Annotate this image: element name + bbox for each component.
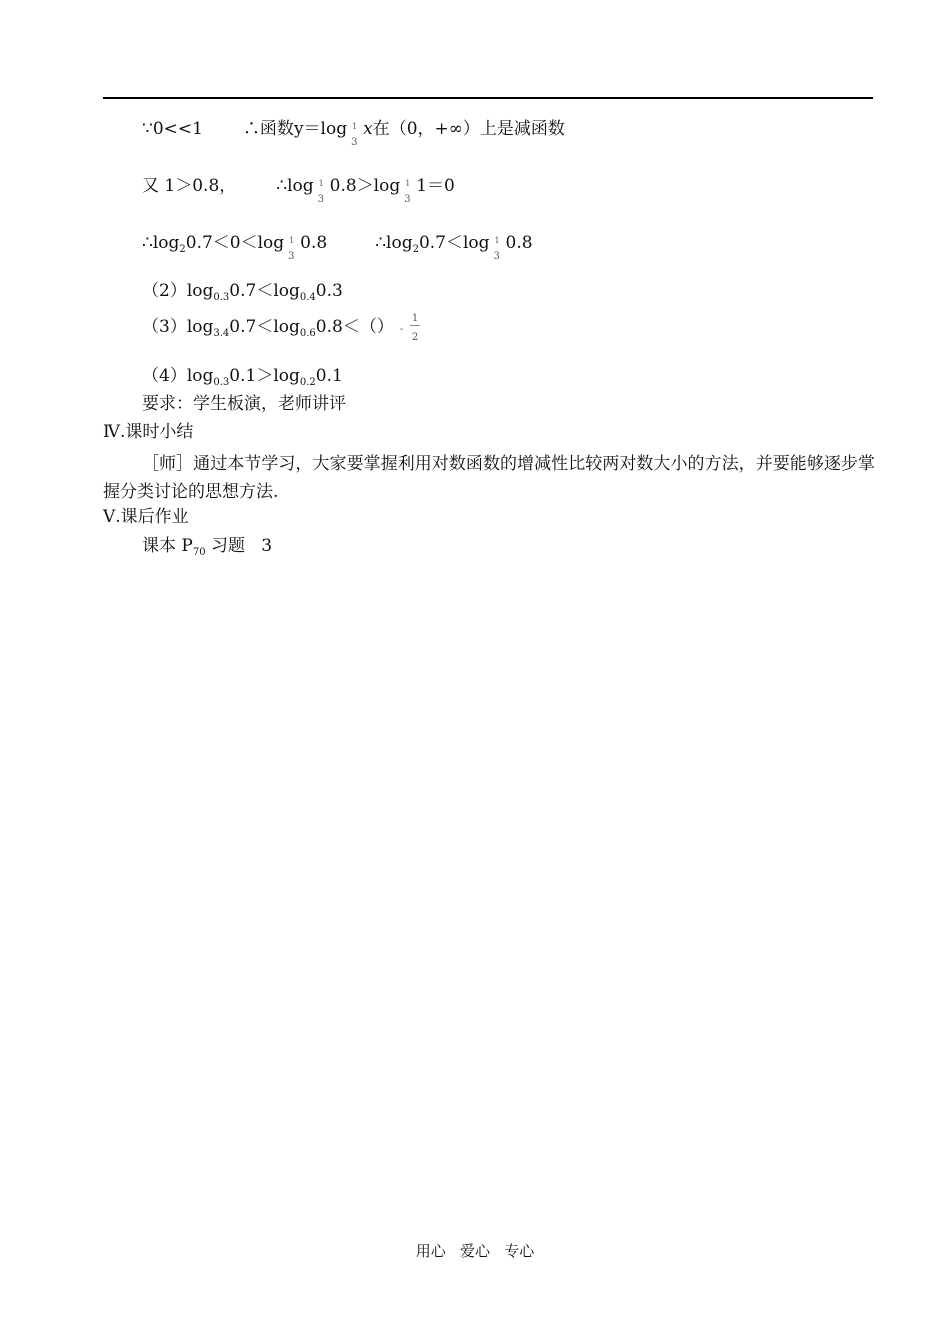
homework-line bbox=[142, 535, 272, 560]
log-base: 0.4 bbox=[299, 292, 316, 303]
log-base-one-third: 1 3 bbox=[493, 236, 500, 262]
comparison-start: 又 1＞0.8， bbox=[142, 176, 237, 196]
item-label: （3）log bbox=[142, 317, 214, 337]
section-4-title: Ⅳ.课时小结 bbox=[103, 422, 194, 442]
reasoning-line-2 bbox=[142, 175, 455, 205]
variable-x: x bbox=[363, 119, 373, 139]
item-label: （4）log bbox=[142, 366, 214, 386]
negative-one-half-exponent: - 1 2 bbox=[399, 313, 419, 343]
decreasing-text: 在（0，+∞）上是减函数 bbox=[372, 119, 565, 139]
reasoning-line-3 bbox=[142, 232, 533, 262]
item-label: （2）log bbox=[142, 281, 214, 301]
homework-prefix: 课本 P bbox=[142, 536, 193, 556]
value-text: 0.8 bbox=[300, 233, 328, 253]
homework-suffix: 习题 3 bbox=[205, 536, 273, 556]
therefore-function-text: ∴函数 bbox=[242, 119, 294, 139]
log-base-one-third: 1 3 bbox=[317, 179, 325, 205]
value-text: 0.8 bbox=[505, 233, 533, 253]
page-footer: 用心 爱心 专心 bbox=[415, 1242, 535, 1260]
exercise-item-3 bbox=[142, 313, 424, 343]
value-text: 0.1 bbox=[315, 366, 343, 386]
log-base: 0.2 bbox=[299, 377, 316, 388]
log-base: 2 bbox=[179, 244, 186, 255]
inequality-text: 0.7＜log bbox=[229, 317, 300, 337]
log-base: 3.4 bbox=[213, 328, 230, 339]
inequality-text: 0.7＜log bbox=[229, 281, 300, 301]
reasoning-line-1 bbox=[142, 118, 565, 148]
therefore-log: ∴log bbox=[142, 233, 180, 253]
log-base: 2 bbox=[412, 244, 419, 255]
value-text: 0.3 bbox=[315, 281, 343, 301]
inequality-text: 0.8＜（） bbox=[315, 317, 394, 337]
comparison-end: 1＝0 bbox=[416, 176, 455, 196]
log-base: 0.3 bbox=[213, 377, 230, 388]
summary-paragraph: ［师］通过本节学习，大家要掌握利用对数函数的增减性比较两对数大小的方法，并要能够逐步掌握分类讨论的思想方法. bbox=[103, 454, 875, 502]
comparison-mid: 0.8＞log bbox=[329, 176, 401, 196]
page-number: 70 bbox=[192, 547, 206, 558]
log-base-one-third: 1 3 bbox=[404, 179, 411, 205]
therefore-log: ∴log bbox=[375, 233, 413, 253]
therefore-log: ∴log bbox=[276, 176, 314, 196]
y-equals-log: y＝log bbox=[293, 119, 348, 139]
log-base: 0.6 bbox=[299, 328, 316, 339]
log-base-one-third: 1 3 bbox=[288, 236, 295, 262]
exercise-item-2 bbox=[142, 280, 343, 305]
log-base-one-third: 1 3 bbox=[351, 122, 358, 148]
exercise-item-4 bbox=[142, 365, 343, 390]
requirement-text: 要求：学生板演，老师讲评 bbox=[142, 394, 346, 414]
header-rule bbox=[103, 97, 873, 99]
section-5-title: Ⅴ.课后作业 bbox=[103, 507, 189, 527]
inequality-text: 0.7＜0＜log bbox=[185, 233, 285, 253]
because-text: ∵0<<1 bbox=[142, 119, 203, 139]
inequality-text: 0.1＞log bbox=[229, 366, 300, 386]
inequality-text: 0.7＜log bbox=[418, 233, 490, 253]
log-base: 0.3 bbox=[213, 292, 230, 303]
